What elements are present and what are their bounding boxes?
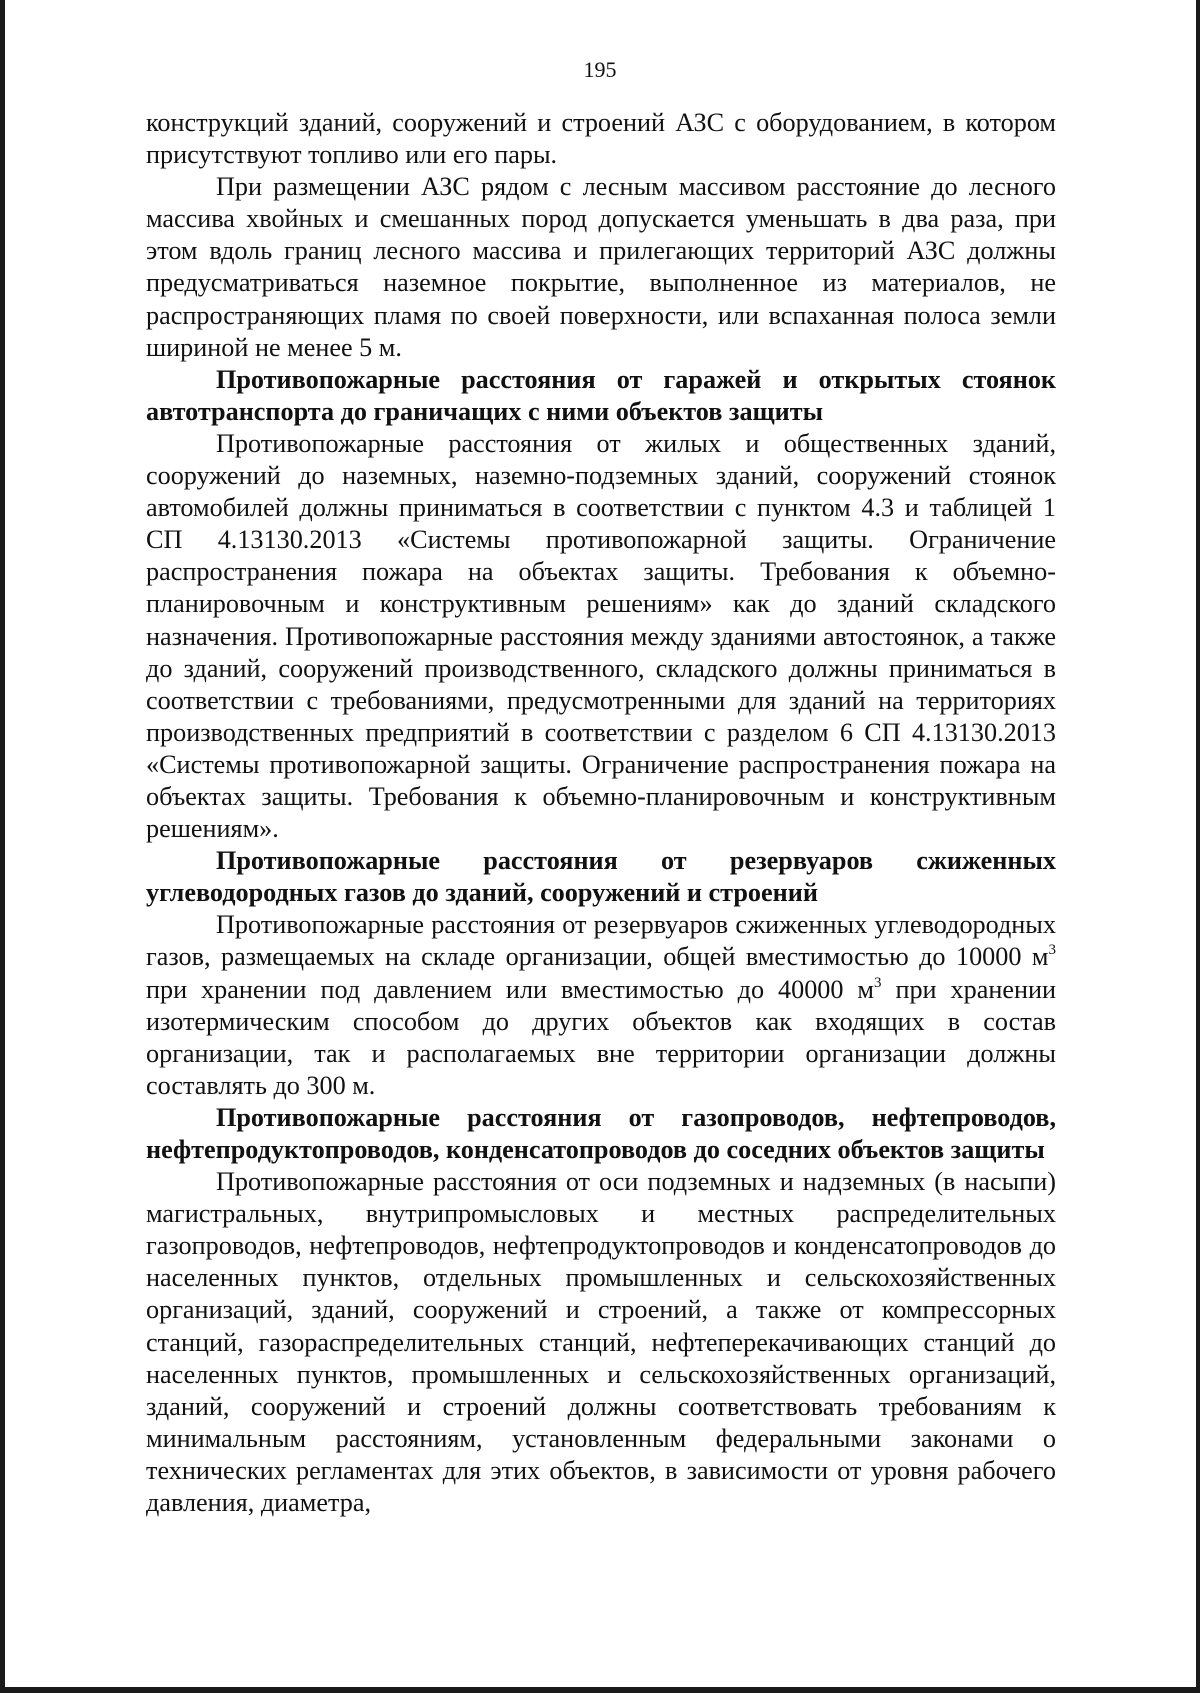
paragraph-text: при хранении под давлением или вместимостью до 40000 м <box>146 974 874 1004</box>
scan-border-right <box>1196 0 1200 1693</box>
paragraph: При размещении АЗС рядом с лесным массивом расстояние до лесного массива хвойных и смешанных пород допускается уменьшать в два раза, при этом вдоль границ лесного массива и прилегающих территорий АЗС должны предусматриваться наземное покрытие, выполненное из материалов, не распространяющих пламя по своей поверхности, или вспаханная полоса земли шириной не менее 5 м. <box>146 172 1056 362</box>
document-body <box>146 107 1056 1519</box>
page-number: 195 <box>583 57 617 82</box>
paragraph: конструкций зданий, сооружений и строений АЗС с оборудованием, в котором присутствуют топливо или его пары. <box>146 108 1056 170</box>
paragraph: Противопожарные расстояния от жилых и общественных зданий, сооружений до наземных, наземно-подземных зданий, сооружений стоянок автомобилей должны приниматься в соответствии с пунктом 4.3 и таблицей 1 СП 4.13130.2013 «Системы противопожарной защиты. Ограничение распространения пожара на объектах защиты. Требования к объемно-планировочным и конструктивным решениям» как до зданий складского назначения. Противопожарные расстояния между зданиями автостоянок, а также до зданий, сооружений производственного, складского должны приниматься в соответствии с требованиями, предусмотренными для зданий на территориях производственных предприятий в соответствии с разделом 6 СП 4.13130.2013 «Системы противопожарной защиты. Ограничение распространения пожара на объектах защиты. Требования к объемно-планировочным и конструктивным решениям». <box>146 428 1056 844</box>
paragraph-text: при хранении изотермическим способом до других объектов как входящих в состав организации, так и располагаемых вне территории организации должны составлять до 300 м. <box>146 974 1056 1100</box>
scan-border-bottom <box>0 1687 1200 1693</box>
superscript: 3 <box>1048 942 1056 959</box>
section-heading: Противопожарные расстояния от резервуаров сжиженных углеводородных газов до зданий, сооружений и строений <box>146 846 1056 908</box>
paragraph-text: Противопожарные расстояния от резервуаров сжиженных углеводородных газов, размещаемых на складе организации, общей вместимостью до 10000 м <box>146 910 1056 972</box>
superscript: 3 <box>874 974 882 991</box>
section-heading: Противопожарные расстояния от гаражей и открытых стоянок автотранспорта до граничащих с ними объектов защиты <box>146 364 1056 426</box>
paragraph <box>146 909 1056 1102</box>
paragraph: Противопожарные расстояния от оси подземных и надземных (в насыпи) магистральных, внутрипромысловых и местных распределительных газопроводов, нефтепроводов, нефтепродуктопроводов и конденсатопроводов до населенных пунктов, отдельных промышленных и сельскохозяйственных организаций, зданий, сооружений и строений, а также от компрессорных станций, газораспределительных станций, нефтеперекачивающих станций до населенных пунктов, промышленных и сельскохозяйственных организаций, зданий, сооружений и строений должны соответствовать требованиям к минимальным расстояниям, установленным федеральными законами о технических регламентах для этих объектов, в зависимости от уровня рабочего давления, диаметра, <box>146 1167 1056 1518</box>
section-heading: Противопожарные расстояния от газопроводов, нефтепроводов, нефтепродуктопроводов, конденсатопроводов до соседних объектов защиты <box>146 1102 1056 1164</box>
scan-border-left <box>0 0 5 1693</box>
